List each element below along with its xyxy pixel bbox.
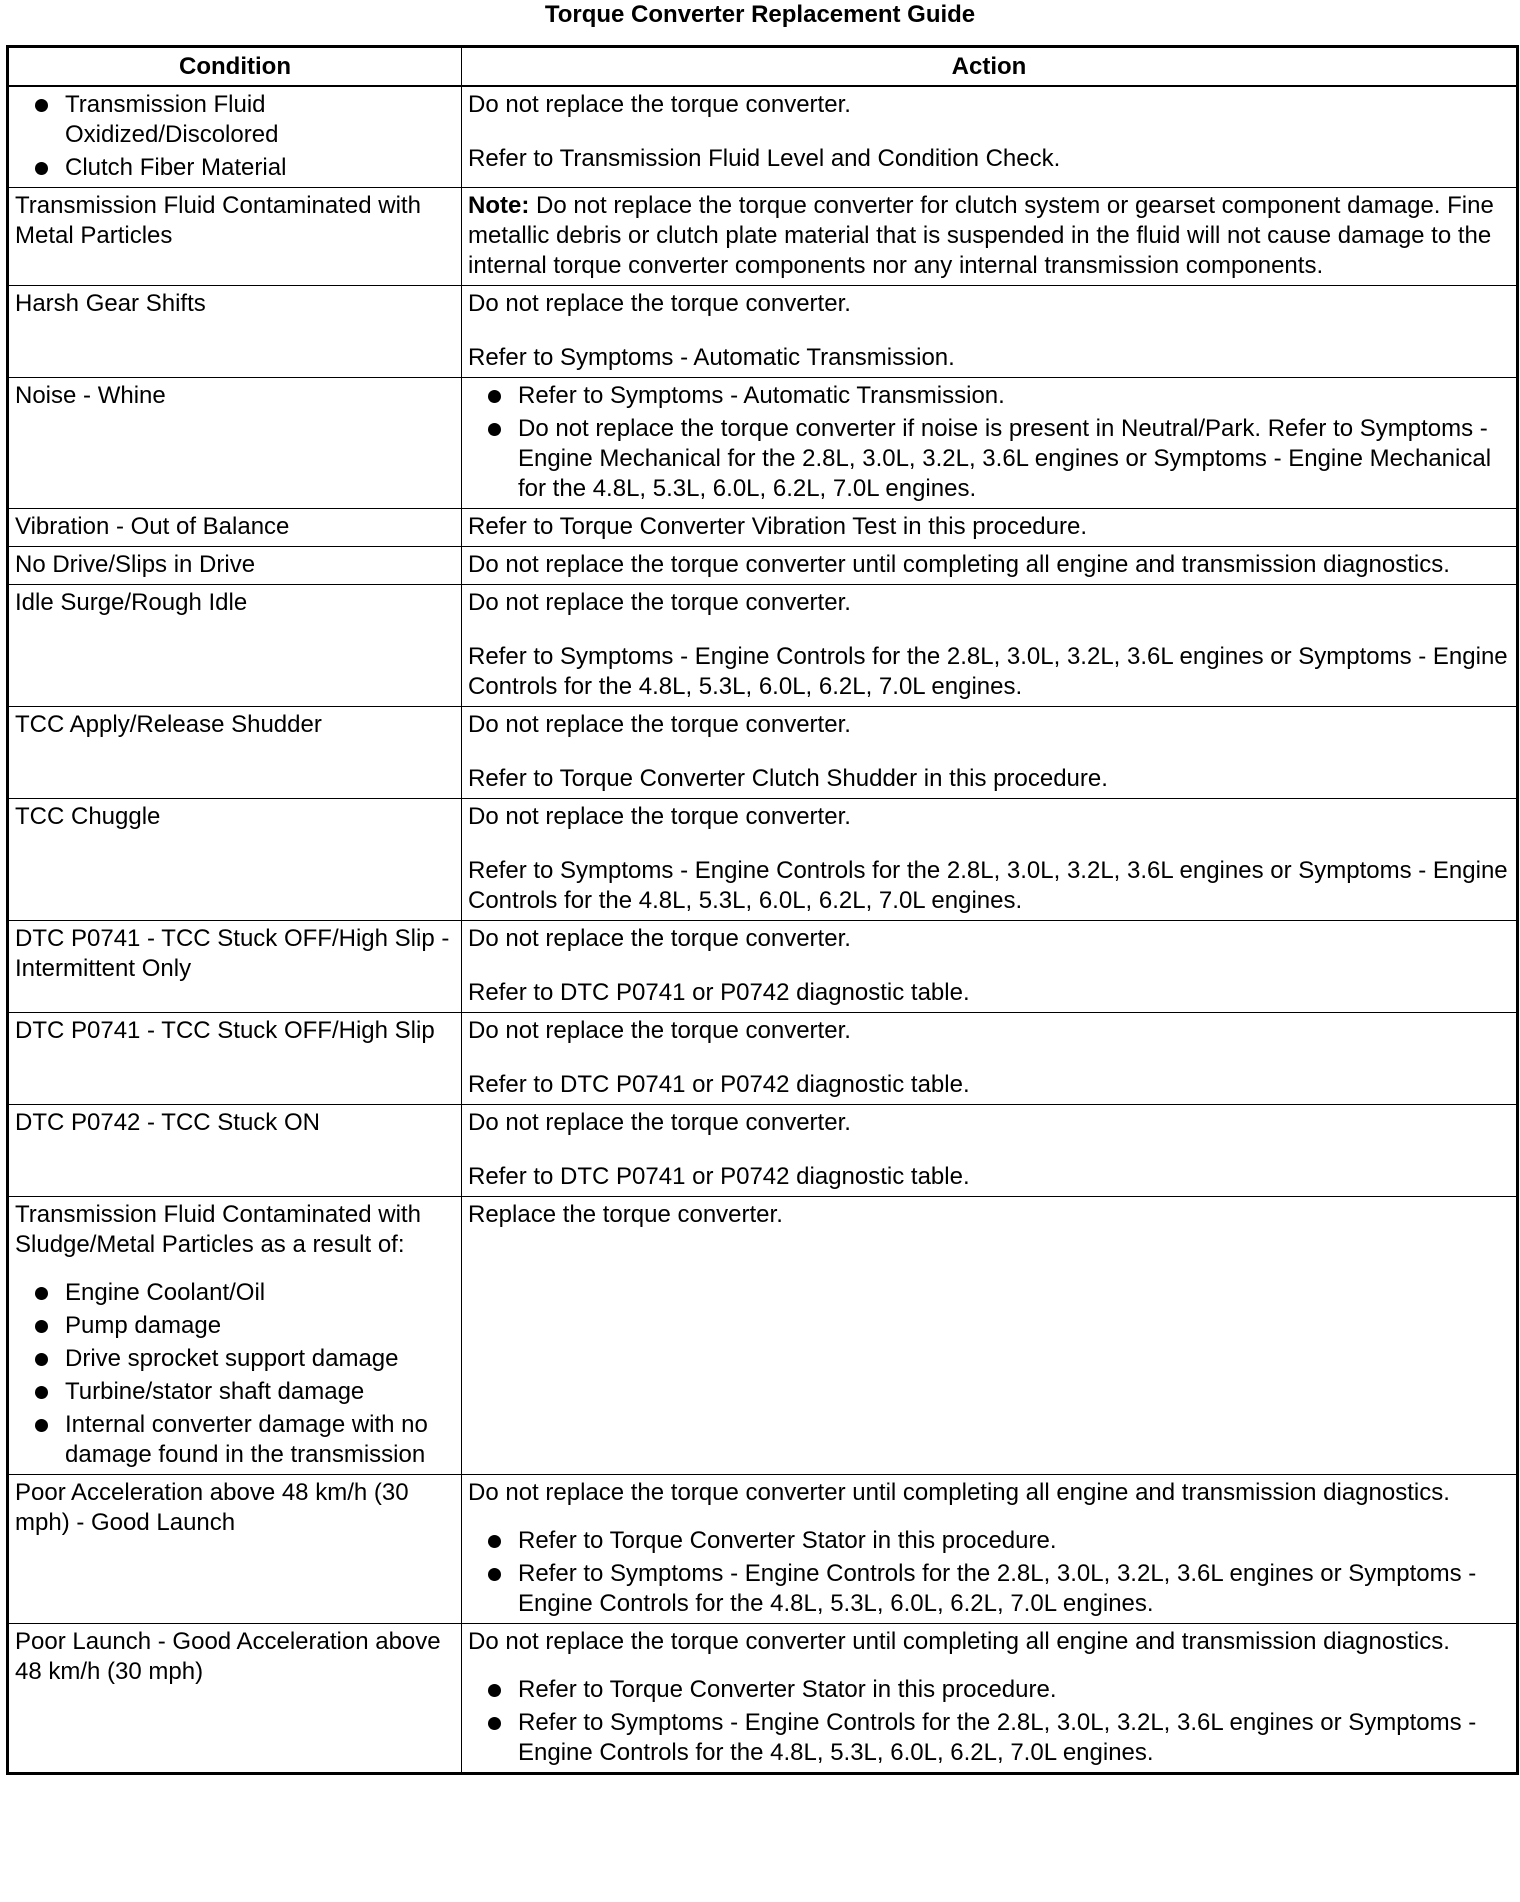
action-cell (462, 378, 1518, 509)
table-row (8, 509, 1518, 547)
condition-cell: Idle Surge/Rough Idle (8, 585, 462, 707)
action-cell (462, 1624, 1518, 1774)
table-row (8, 378, 1518, 509)
action-text: Replace the torque converter. (468, 1201, 783, 1228)
table-row (8, 547, 1518, 585)
condition-bullet: Clutch Fiber Material (15, 153, 455, 183)
action-text: Refer to Torque Converter Clutch Shudder in this procedure. (468, 765, 1108, 792)
table-row (8, 585, 1518, 707)
action-bullet: Do not replace the torque converter if noise is present in Neutral/Park. Refer to Symptoms - Engine Mechanical for the 2.8L, 3.0L, 3.2L, 3.6L engines or Symptoms - Engine Mechanical for the 4.8L, 5.3L, 6.0L, 6.2L, 7.0L engines. (468, 414, 1510, 504)
action-bullet: Refer to Torque Converter Stator in this procedure. (468, 1675, 1510, 1705)
action-text: Refer to Symptoms - Engine Controls for the 2.8L, 3.0L, 3.2L, 3.6L engines or Symptoms - Engine Controls for the 4.8L, 5.3L, 6.0L, 6.2L, 7.0L engines. (468, 857, 1508, 914)
table-row (8, 188, 1518, 286)
condition-cell: TCC Apply/Release Shudder (8, 707, 462, 799)
action-text: Do not replace the torque converter. (468, 1017, 851, 1044)
table-row (8, 799, 1518, 921)
action-cell (462, 86, 1518, 188)
action-text: Do not replace the torque converter. (468, 925, 851, 952)
condition-cell: Noise - Whine (8, 378, 462, 509)
action-bullet: Refer to Symptoms - Engine Controls for the 2.8L, 3.0L, 3.2L, 3.6L engines or Symptoms - Engine Controls for the 4.8L, 5.3L, 6.0L, 6.2L, 7.0L engines. (468, 1708, 1510, 1768)
note-text: Do not replace the torque converter for clutch system or gearset component damage. Fine metallic debris or clutch plate material that is suspended in the fluid will not cause damage to the internal torque converter components nor any internal transmission components. (468, 192, 1494, 279)
table-row (8, 86, 1518, 188)
action-list (468, 1526, 1510, 1619)
action-text: Do not replace the torque converter until completing all engine and transmission diagnostics. (468, 1628, 1450, 1655)
action-cell (462, 799, 1518, 921)
table-row (8, 1197, 1518, 1475)
table-row (8, 707, 1518, 799)
condition-cell: Poor Acceleration above 48 km/h (30 mph) - Good Launch (8, 1475, 462, 1624)
condition-bullet: Pump damage (15, 1311, 455, 1341)
condition-cell (8, 86, 462, 188)
condition-text: Transmission Fluid Contaminated with Sludge/Metal Particles as a result of: (15, 1201, 421, 1258)
condition-cell: DTC P0741 - TCC Stuck OFF/High Slip (8, 1013, 462, 1105)
action-bullet: Refer to Symptoms - Automatic Transmission. (468, 381, 1510, 411)
action-text: Do not replace the torque converter. (468, 711, 851, 738)
condition-cell: Transmission Fluid Contaminated with Metal Particles (8, 188, 462, 286)
condition-list (15, 90, 455, 183)
table-row (8, 921, 1518, 1013)
condition-cell: DTC P0742 - TCC Stuck ON (8, 1105, 462, 1197)
action-text: Do not replace the torque converter. (468, 803, 851, 830)
condition-bullet: Turbine/stator shaft damage (15, 1377, 455, 1407)
replacement-table (6, 45, 1519, 1775)
action-text: Do not replace the torque converter. (468, 290, 851, 317)
condition-list (15, 1278, 455, 1470)
action-text: Refer to DTC P0741 or P0742 diagnostic table. (468, 1071, 970, 1098)
action-bullet: Refer to Symptoms - Engine Controls for the 2.8L, 3.0L, 3.2L, 3.6L engines or Symptoms - Engine Controls for the 4.8L, 5.3L, 6.0L, 6.2L, 7.0L engines. (468, 1559, 1510, 1619)
action-cell (462, 1475, 1518, 1624)
action-text: Refer to Symptoms - Engine Controls for the 2.8L, 3.0L, 3.2L, 3.6L engines or Symptoms - Engine Controls for the 4.8L, 5.3L, 6.0L, 6.2L, 7.0L engines. (468, 643, 1508, 700)
table-row (8, 1013, 1518, 1105)
condition-cell: DTC P0741 - TCC Stuck OFF/High Slip - Intermittent Only (8, 921, 462, 1013)
action-list (468, 381, 1510, 504)
condition-cell: Harsh Gear Shifts (8, 286, 462, 378)
header-row (8, 47, 1518, 87)
action-text: Do not replace the torque converter. (468, 91, 851, 118)
action-cell (462, 188, 1518, 286)
condition-bullet: Drive sprocket support damage (15, 1344, 455, 1374)
table-row (8, 1475, 1518, 1624)
condition-cell (8, 1197, 462, 1475)
action-text: Refer to Transmission Fluid Level and Condition Check. (468, 145, 1061, 172)
action-bullet: Refer to Torque Converter Stator in this procedure. (468, 1526, 1510, 1556)
action-cell (462, 1013, 1518, 1105)
action-text: Refer to DTC P0741 or P0742 diagnostic table. (468, 1163, 970, 1190)
action-header: Action (462, 47, 1518, 87)
action-text: Refer to Torque Converter Vibration Test in this procedure. (468, 513, 1088, 540)
action-text: Refer to Symptoms - Automatic Transmission. (468, 344, 955, 371)
action-note (468, 191, 1510, 281)
table-row (8, 286, 1518, 378)
table-row (8, 1105, 1518, 1197)
note-label: Note: (468, 192, 530, 219)
action-text: Do not replace the torque converter. (468, 589, 851, 616)
action-cell (462, 509, 1518, 547)
action-cell (462, 585, 1518, 707)
action-cell (462, 707, 1518, 799)
condition-header: Condition (8, 47, 462, 87)
condition-bullet: Internal converter damage with no damage found in the transmission (15, 1410, 455, 1470)
condition-bullet: Transmission Fluid Oxidized/Discolored (15, 90, 455, 150)
action-cell (462, 547, 1518, 585)
condition-cell: TCC Chuggle (8, 799, 462, 921)
condition-cell: No Drive/Slips in Drive (8, 547, 462, 585)
action-text: Do not replace the torque converter. (468, 1109, 851, 1136)
action-text: Refer to DTC P0741 or P0742 diagnostic table. (468, 979, 970, 1006)
action-cell (462, 921, 1518, 1013)
condition-cell: Vibration - Out of Balance (8, 509, 462, 547)
action-cell (462, 1105, 1518, 1197)
table-row (8, 1624, 1518, 1774)
action-text: Do not replace the torque converter until completing all engine and transmission diagnostics. (468, 551, 1450, 578)
condition-bullet: Engine Coolant/Oil (15, 1278, 455, 1308)
condition-cell: Poor Launch - Good Acceleration above 48 km/h (30 mph) (8, 1624, 462, 1774)
action-cell (462, 1197, 1518, 1475)
action-list (468, 1675, 1510, 1768)
page-title: Torque Converter Replacement Guide (544, 1, 976, 28)
action-text: Do not replace the torque converter until completing all engine and transmission diagnostics. (468, 1479, 1450, 1506)
action-cell (462, 286, 1518, 378)
